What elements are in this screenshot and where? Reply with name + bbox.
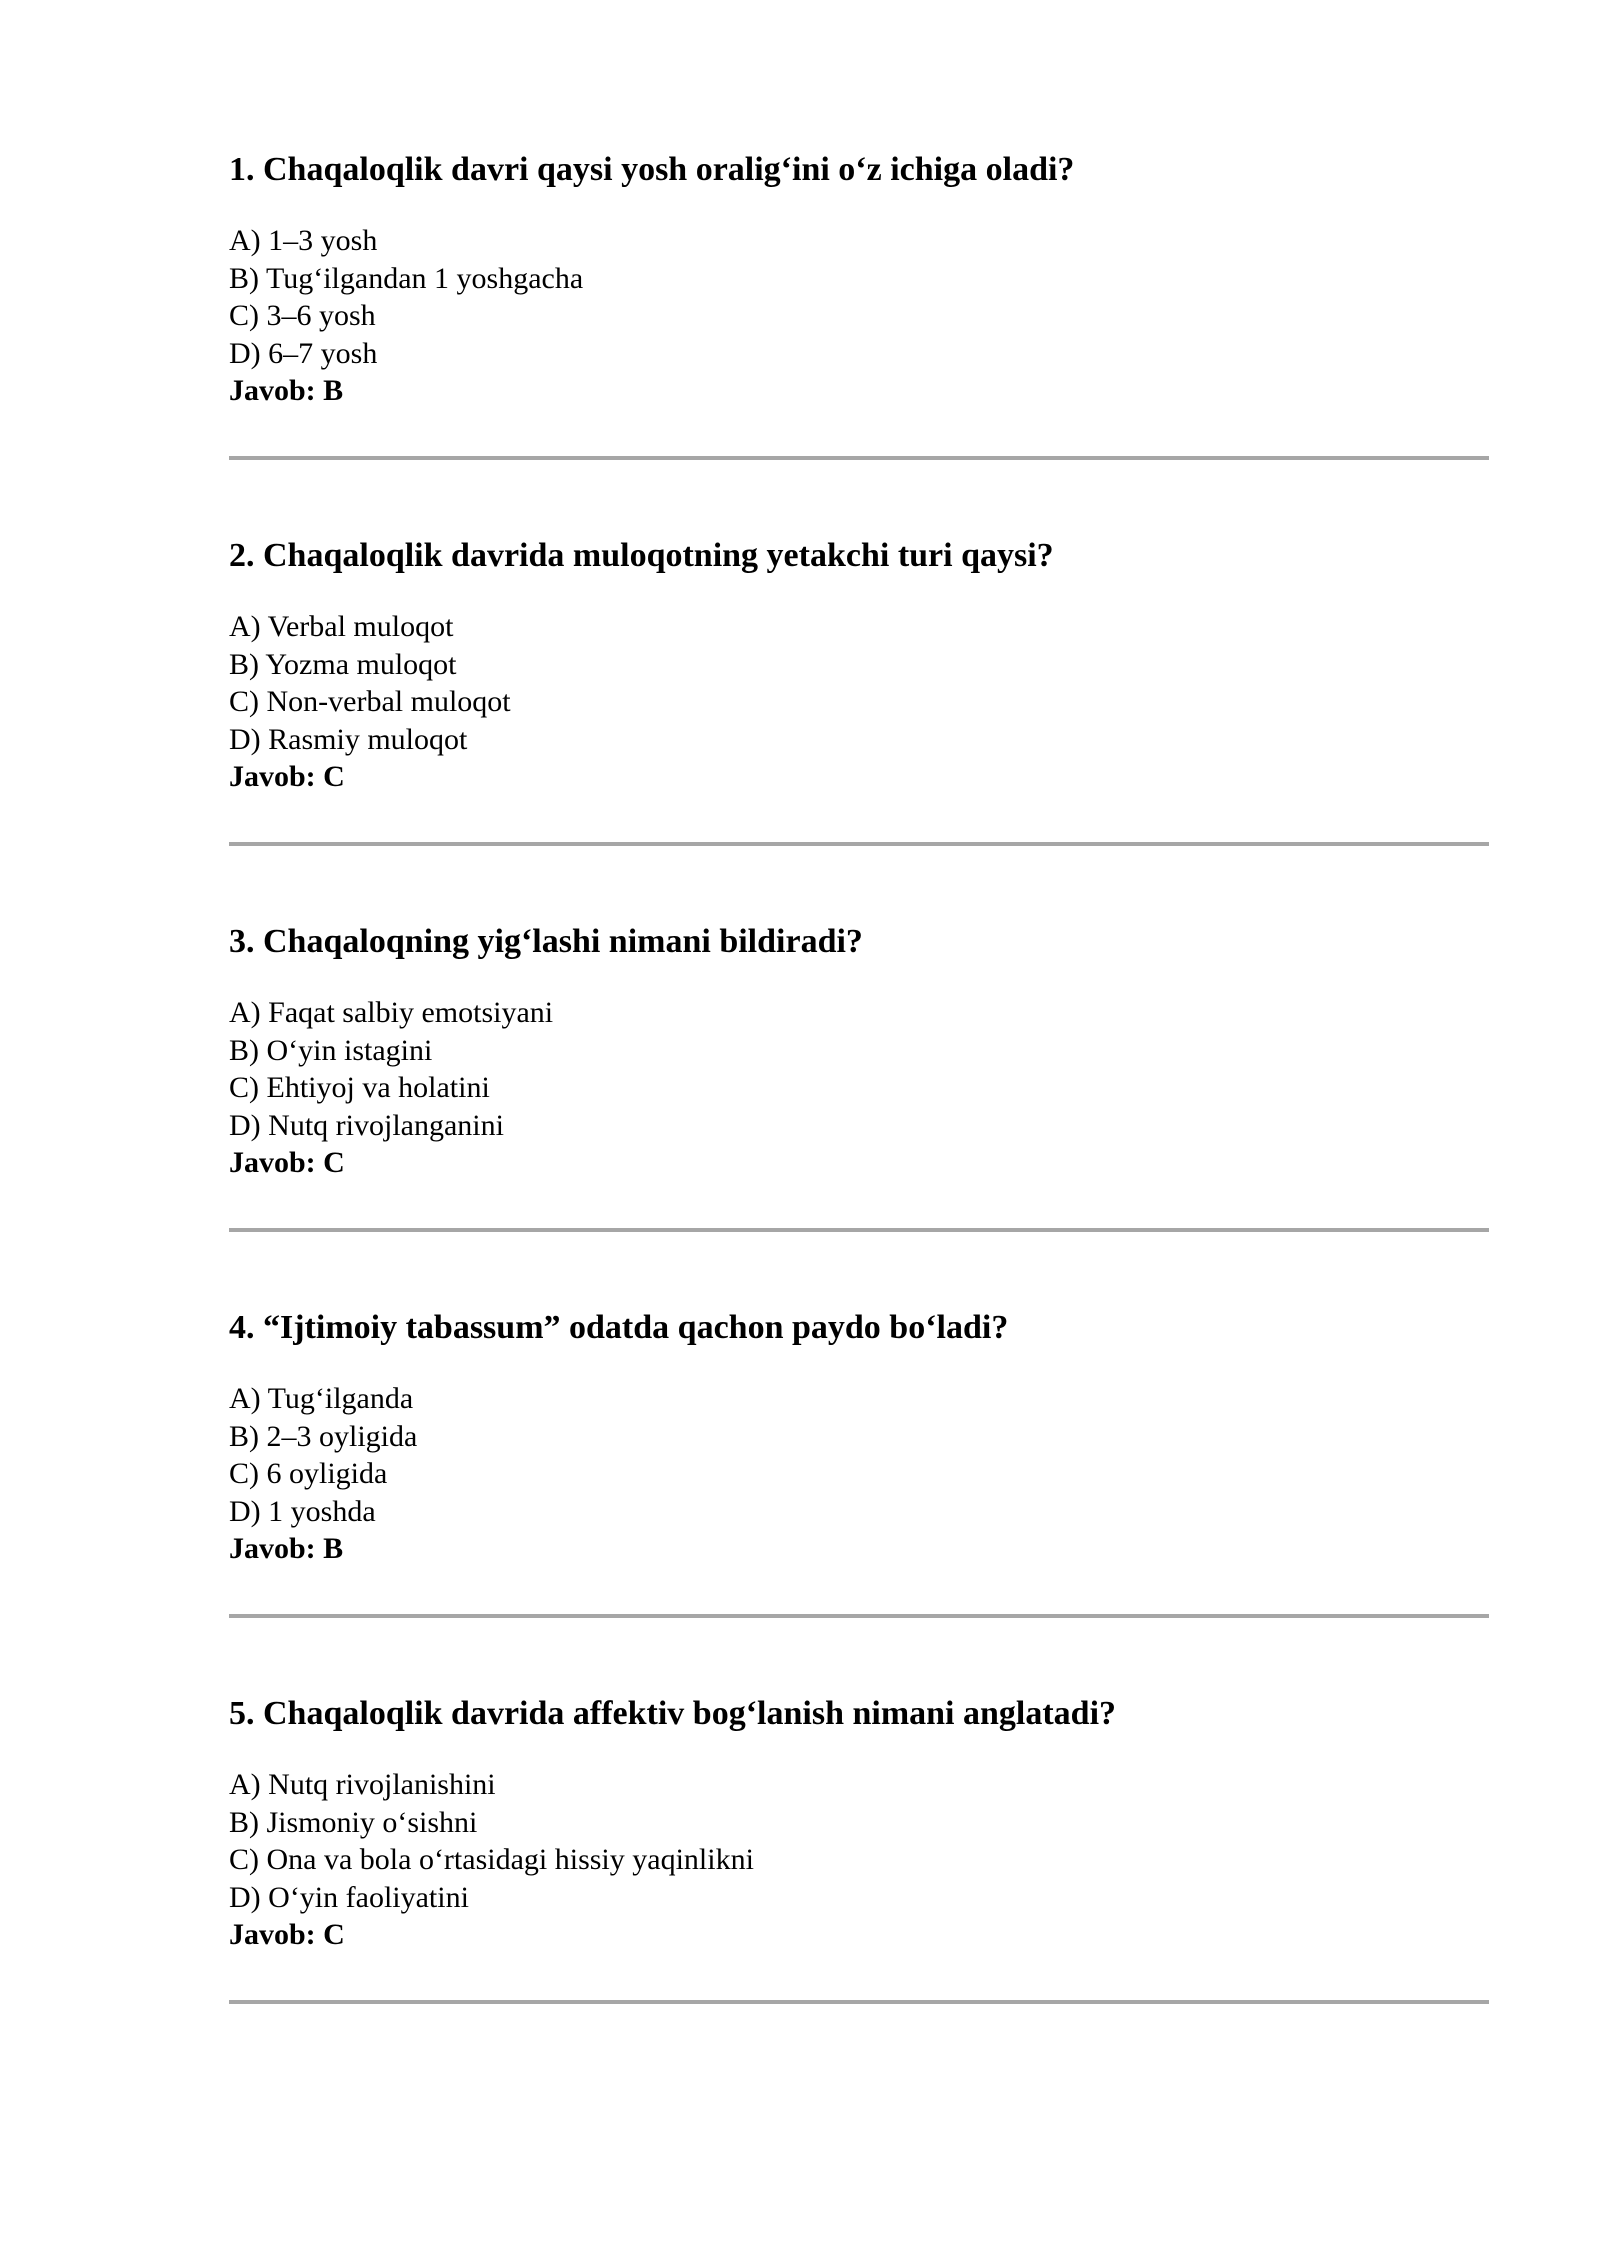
answer-key: Javob: B [229,1532,344,1565]
question-5 [229,1692,1489,2078]
divider [229,842,1489,846]
options-list [229,608,1489,796]
option-b: B) Yozma muloqot [229,647,457,681]
option-d: D) O‘yin faoliyatini [229,1880,469,1914]
option-c: C) 6 oyligida [229,1457,388,1490]
divider [229,1228,1489,1232]
option-d: D) Rasmiy muloqot [229,722,468,756]
answer-key: Javob: C [229,1146,345,1179]
option-d: D) 6–7 yosh [229,336,378,370]
options-list [229,1380,1489,1568]
divider [229,1614,1489,1618]
option-c: C) 3–6 yosh [229,299,376,332]
options-list [229,994,1489,1182]
divider [229,456,1489,460]
option-a: A) Verbal muloqot [229,610,454,643]
option-d: D) Nutq rivojlanganini [229,1108,504,1142]
answer-key: Javob: C [229,760,345,793]
question-title: 1. Chaqaloqlik davri qaysi yosh oralig‘ini o‘z ichiga oladi? [229,151,1075,188]
option-a: A) Faqat salbiy emotsiyani [229,996,554,1029]
option-a: A) Nutq rivojlanishini [229,1768,496,1801]
question-4 [229,1306,1489,1692]
question-title: 3. Chaqaloqning yig‘lashi nimani bildiradi? [229,923,863,960]
option-a: A) 1–3 yosh [229,224,378,257]
option-d: D) 1 yoshda [229,1494,376,1528]
option-c: C) Non-verbal muloqot [229,685,511,718]
option-b: B) 2–3 oyligida [229,1419,418,1453]
document-page [229,148,1489,2078]
question-title: 2. Chaqaloqlik davrida muloqotning yetakchi turi qaysi? [229,537,1054,574]
question-title: 4. “Ijtimoiy tabassum” odatda qachon paydo bo‘ladi? [229,1309,1009,1346]
question-3 [229,920,1489,1306]
divider [229,2000,1489,2004]
answer-key: Javob: B [229,374,344,407]
option-b: B) Jismoniy o‘sishni [229,1805,478,1839]
option-a: A) Tug‘ilganda [229,1382,414,1415]
option-b: B) O‘yin istagini [229,1033,433,1067]
option-c: C) Ehtiyoj va holatini [229,1071,490,1104]
question-title: 5. Chaqaloqlik davrida affektiv bog‘lanish nimani anglatadi? [229,1695,1117,1732]
options-list [229,1766,1489,1954]
options-list [229,222,1489,410]
question-1 [229,148,1489,534]
option-b: B) Tug‘ilgandan 1 yoshgacha [229,261,584,295]
option-c: C) Ona va bola o‘rtasidagi hissiy yaqinlikni [229,1843,754,1876]
answer-key: Javob: C [229,1918,345,1951]
question-2 [229,534,1489,920]
